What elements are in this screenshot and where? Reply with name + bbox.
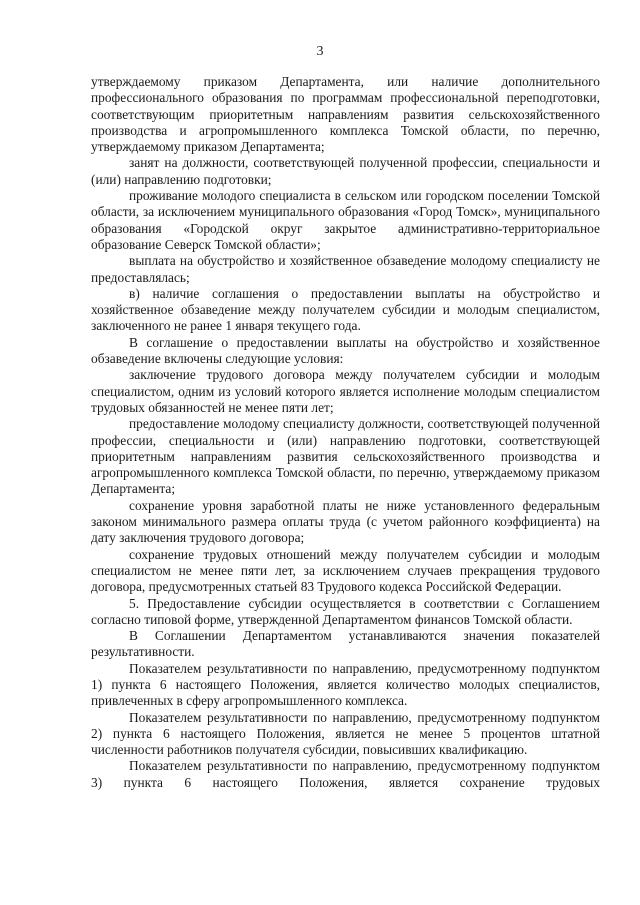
paragraph: утверждаемому приказом Департамента, или наличие дополнительного профессионального образования по программам профессиональной переподготовки, соответствующим приоритетным направлениям развития сельскохозяйственного производства и агропромышленного комплекса Томской области, по перечню, утверждаемому приказом Департамента; bbox=[91, 74, 600, 155]
paragraph: В соглашение о предоставлении выплаты на обустройство и хозяйственное обзаведение включены следующие условия: bbox=[91, 334, 600, 367]
paragraph: сохранение трудовых отношений между получателем субсидии и молодым специалистом не менее пяти лет, за исключением случаев прекращения трудового договора, предусмотренных статьей 83 Трудового кодекса Российской Федерации. bbox=[91, 546, 600, 595]
paragraph: сохранение уровня заработной платы не ниже установленного федеральным законом минимального размера оплаты труда (с учетом районного коэффициента) на дату заключения трудового договора; bbox=[91, 497, 600, 546]
paragraph: проживание молодого специалиста в сельском или городском поселении Томской области, за исключением муниципального образования «Город Томск», муниципального образования «Городской округ закрытое административно-территориальное образование Северск Томской области»; bbox=[91, 188, 600, 252]
paragraph: выплата на обустройство и хозяйственное обзаведение молодому специалисту не предоставлялась; bbox=[91, 253, 600, 285]
paragraph: 5. Предоставление субсидии осуществляется в соответствии с Соглашением согласно типовой форме, утвержденной Департаментом финансов Томской области. bbox=[91, 595, 600, 627]
paragraph: занят на должности, соответствующей полученной профессии, специальности и (или) направлению подготовки; bbox=[91, 155, 600, 187]
paragraph: Показателем результативности по направлению, предусмотренному подпунктом 2) пункта 6 настоящего Положения, является не менее 5 процентов штатной численности работников получателя субсидии, повысивших квалификацию. bbox=[91, 709, 600, 758]
paragraph: в) наличие соглашения о предоставлении выплаты на обустройство и хозяйственное обзаведение между получателем субсидии и молодым специалистом, заключенного не ранее 1 января текущего года. bbox=[91, 285, 600, 334]
page-number: 3 bbox=[316, 44, 324, 59]
paragraph: Показателем результативности по направлению, предусмотренному подпунктом 3) пункта 6 настоящего Положения, является сохранение трудовых bbox=[91, 758, 600, 790]
document-body bbox=[91, 74, 600, 791]
paragraph: В Соглашении Департаментом устанавливаются значения показателей результативности. bbox=[91, 628, 600, 660]
paragraph: предоставление молодому специалисту должности, соответствующей полученной профессии, специальности и (или) направлению подготовки, соответствующей приоритетным направлениям развития сельскохозяйственного производства и агропромышленного комплекса Томской области, по перечню, утверждаемому приказом Департамента; bbox=[91, 416, 600, 497]
paragraph: Показателем результативности по направлению, предусмотренному подпунктом 1) пункта 6 настоящего Положения, является количество молодых специалистов, привлеченных в сферу агропромышленного комплекса. bbox=[91, 660, 600, 709]
paragraph: заключение трудового договора между получателем субсидии и молодым специалистом, одним из условий которого является исполнение молодым специалистом трудовых обязанностей не менее пяти лет; bbox=[91, 367, 600, 415]
